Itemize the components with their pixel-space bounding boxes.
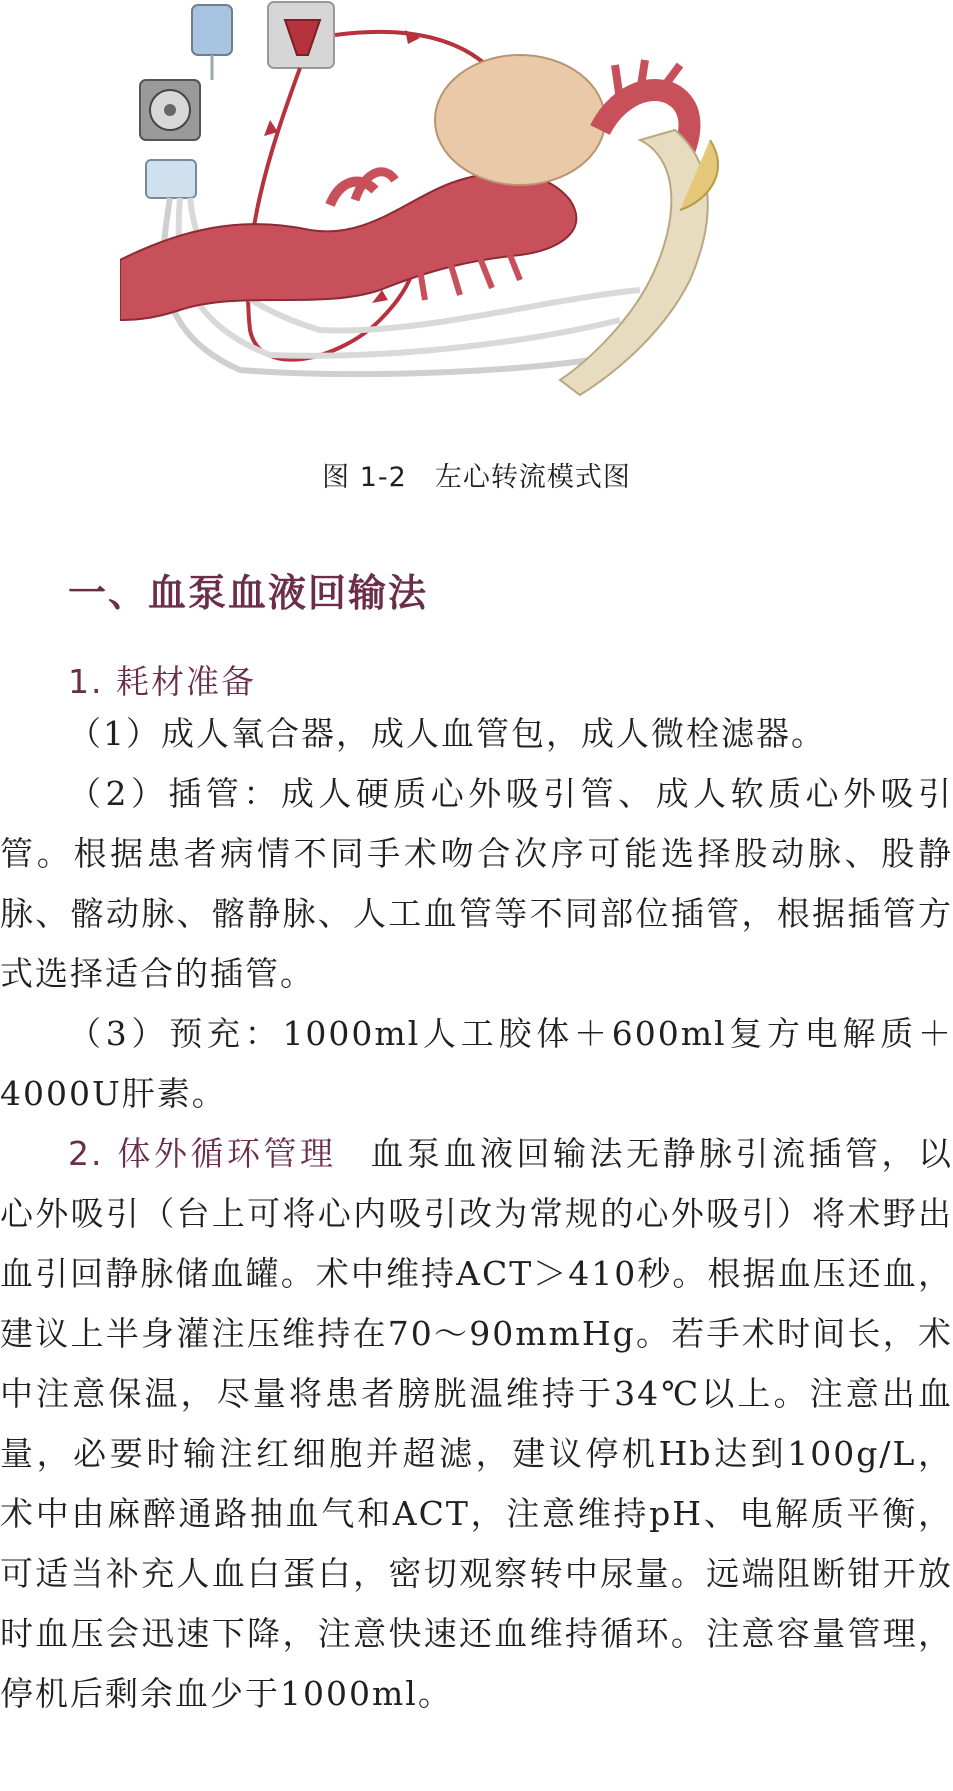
materials-item-1: （1）成人氧合器，成人血管包，成人微栓滤器。 — [68, 714, 826, 753]
heart — [435, 55, 605, 185]
subsection-heading-cpb: 2. 体外循环管理 — [68, 1134, 337, 1173]
section-heading: 一、血泵血液回输法 — [68, 570, 429, 615]
figure-caption: 图 1-2 左心转流模式图 — [322, 462, 631, 493]
vascular-graft — [560, 130, 708, 395]
materials-item-3: （3）预充：1000ml人工胶体＋600ml复方电解质＋4000U肝素。 — [0, 1014, 953, 1113]
cpb-management-paragraph — [0, 1124, 953, 1724]
reservoir-bag — [192, 5, 232, 55]
cpb-management-text: 血泵血液回输法无静脉引流插管，以心外吸引（台上可将心内吸引改为常规的心外吸引）将术野出血引回静脉储血罐。术中维持ACT＞410秒。根据血压还血，建议上半身灌注压维持在70～90mmHg。若手术时间长，术中注意保温，尽量将患者膀胱温维持于34℃以上。注意出血量，必要时输注红细胞并超滤，建议停机Hb达到100g/L，术中由麻醉通路抽血气和ACT，注意维持pH、电解质平衡，可适当补充人血白蛋白，密切观察转中尿量。远端阻断钳开放时血压会迅速下降，注意快速还血维持循环。注意容量管理，停机后剩余血少于1000ml。 — [0, 1134, 953, 1713]
subsection-heading-materials: 1. 耗材准备 — [68, 662, 256, 701]
left-heart-bypass-illustration — [120, 0, 800, 435]
oxygenator-filter — [146, 160, 196, 198]
materials-item-2: （2）插管：成人硬质心外吸引管、成人软质心外吸引管。根据患者病情不同手术吻合次序可能选择股动脉、股静脉、髂动脉、髂静脉、人工血管等不同部位插管，根据插管方式选择适合的插管。 — [0, 774, 953, 993]
